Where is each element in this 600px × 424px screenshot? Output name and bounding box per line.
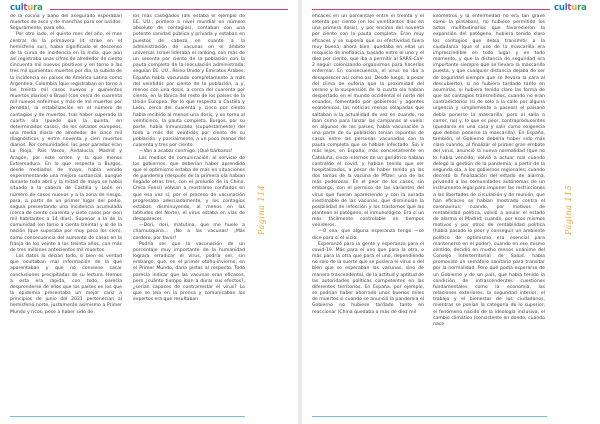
logo-part: ra xyxy=(577,3,587,13)
magazine-logo xyxy=(554,3,587,13)
logo-part: cul xyxy=(554,3,568,13)
paragraph: Los medios de comunicación, al servicio de los gobiernos, que deberían haber aprendido que el optimismo estaba de más en situaciones de pandemia (después de la primera ola habían llegado otras tres, con el preludio de la China. Chica Fonsi) volvían a mostrarse confiados en que esa vez sí, por el proceso de vacunación progresaba adecuadamente, y los contagios estaban disminuyendo, al menos en las latitudes del Norte), el virus estaba en vías de desaparecer. xyxy=(133,155,245,223)
left-page xyxy=(0,0,298,424)
paragraph: los más castigados (ahí estaba el ejemplo de EE. UU., primero a nivel mundial en número absoluto de contagios), contaban con una potente sanidad pública y privada y estaban en puestos de cabeza en cuanto a la administración de vacunas en el ámbito universal. Israel liderabá el ranking, con más de un sesenta por ciento de la población con la pauta completa de la inoculación administrada; seguían EE. UU., Reino Unido y Emiratos Árabes; España había vacunado completamente a más del veintidós por ciento de la población, a y, menos con una dosis, a cerca del cuarenta por ciento, en la tónica del resto de los países de la Unión Europea. Por lo que respecta a Castilla y León, cerca del cuarenta y cinco por ciento había recibido al menos una dosis, y en torno al veinticinco, la pauta completa. Burgos, por su parte, había inmunizado (supuestamente) del todo a más del veintidós por ciento de su población, y parcialmente, a un poco menos del cuarenta y tres por ciento. xyxy=(133,14,245,149)
logo-part: t xyxy=(23,3,28,13)
page-number-label: Página 115 xyxy=(564,184,573,236)
right-page xyxy=(302,0,600,424)
paragraph: —Dori, dori, matutina, que me huele a chamusquina... ¡No a las vacunas! ¡Más cordero, por favor! xyxy=(133,223,245,241)
logo-part: cul xyxy=(10,3,24,13)
paragraph: Podría ser que la vacunación de un porcentaje muy importante de la humanidad lograra erradicar el virus, podría ser, sin embargo, que, en el primer otoño-invierno, en el Primer Mundo, daría pistas al respecto. Todo parecía indicar que las vacunas eran eficaces, pero ¿cuánto tiempo iban a durar sus efectos?, ¿serían capaces de contrarrestar el virus? Lo que se leía en la prensa y comunicaban los expertos era que resultaban xyxy=(133,241,245,303)
paragraph: de la cocina y baño del asegurado esperaban muertos de asco y de manchas para ser lucidos. Seguramente, para ello. xyxy=(10,14,122,32)
paragraph: Esperanzó para la gente y esperanza para el covid-19. Más para el uno que para la otra, o más para la otra que para el uno, dependiendo no solo de la suerte que se pusiera el virus o del bien que se esperaban las vacunas, sino de manera trascendental, de la actitud y aptitud de las autoridades políticas competentes en las diferentes territorios. En España, por ejemplo, se podrían haber ahorrado unos buenos miles de muertos si cuando se anunció la pandemia el Gobierno no hubiese tardado tanto en reaccionar (China quedaba a más de diez mil xyxy=(312,241,424,315)
paragraph: —Van a acabar conmigo. ¡Qué bárbaros! xyxy=(139,149,233,155)
right-page-column-2 xyxy=(433,14,545,414)
right-page-column-1 xyxy=(312,14,424,414)
header-rule xyxy=(312,9,550,10)
left-page-column-2 xyxy=(133,14,245,414)
header-rule xyxy=(50,9,288,10)
magazine-logo xyxy=(10,3,43,13)
left-page-column-1 xyxy=(10,14,122,414)
logo-part: u xyxy=(27,3,34,13)
logo-part: ra xyxy=(33,3,43,13)
paragraph: kilómetros y la enfermedad no era tan grave como la pintaban), no hubiese permitido los actos multitudinarios que favorecieron la expansión del patógeno, hubiera tenido claro los contagios que debía transmitir a la ciudadanía (que el uso de la mascarilla era imprescindible en todo lugar y en todo momento, y que la distancia de seguridad era importante siempre que se llevara la mascarilla puesta, y que cualquier distancia dejaba de ser de seguridad siempre que se llevara la cara al descubierto), si no hubiera tardado tanto en asumirlas, si hubiera tenido claro las forma de que las contagios transmitidos, cuando no eran contradictorios (si de solo a la calle por alguna urgencia y simplemente a paseos) el paisano debía ponerse la mascarilla; pero al salla a correr, no) y, lo que es peor, contraproducentes (quedarse en una casa y salir como exigencia que debían ponerse la mascarilla). En España, también, el Gobierno debería haber sido más claro cuando, al finalizar el primer gran embate del virus, anunció la nueva normalidad (que no lo había vencido; volvió a actuar mal cuando delegó la gestión de la pandemia, a partir de la segunda ola, a los gobiernos regionales; cuando decretó la finalización del estado de alarma, privando a las comunidades autónomas de un instrumento legal para imponer las restricciones a las libertades de circulación y de reunión, que han eficaces se habían mostrado contra el coronavirus; cuando, por motivos de rentabilidad política, volvió a anular el estado de alarma el Madrid; cuando, por esos mismos motivos y por otros de rentabilidad política (había pasado lo peor y conseguir un ambiente político de optimismo era esencial para mantenerse en el poder), cuando en ese mismo sentido, decidió en mucho menos unánime del Consejo Interterritorial de Salud, había promovido un semáforo sanitario para transitar por la normalidad. Pero qué podía esperarse de un Gobierno y de un país, que había tenido la condición de intrascendentes cuestiones fundamentales como la economía, las relaciones exteriores, la seguridad interior, el trabajo y el bienestar de los ciudadanos, mientras se ponían la categoría de lo superior, el fenómeno nacido de la ideología inclusiva, el cambio climático (consistente en donde, cuando nace xyxy=(433,14,545,327)
paragraph: Los datos lo decían todo, si bien es verdad que ocultaban mal información de la que aparentaban y que no conviene sacar conclusiones precipitadas de su lectura. Hemos a esta era rápida, con todo, parecía desprenderse de ellos que los países en los que la epidemia presentaba un mejor cariz a principios de junio del 2021 pertenecían al hemisferio norte, justamente asimismo a Primer Mundo y ricos, pese a haber sido de xyxy=(10,254,122,315)
paragraph: Por otro lado, el quinto mes del año, el mes central de la primavera (it strike en el hemisferio sur), había significado el descenso de la curva de incidencia en la India, que aún así registraba unas cifras de alrededor de ciento cincuenta mil nuevos positivos y en torno a las tres mil quinientas muertes por día, la subida de la incidencia en países de América Latina como Argentina, Colombia (que registraban en torno a los treinta mil casos nuevos y quinientos muertos diarios) o Brasil (con cerca de cuarenta mil nuevos enfermos y más de mil muertos por jornada), la estabilización en el número de contagios y de muertos, tras haber superado la cuarta ola (puede que la quinta, en determinados casos), de los estados europeos, una media diaria de alrededor de cinco mil diagnósticos y entre noventa y cien muertos diarios. Por comunidades, las peor paradas eran La Rioja, País Vasco, Andalucía, Madrid y Aragón, por este orden y la que menos Extremadura. En lo que respecta a Burgos, desde mediados de mayo, había venido experimentando una mejora sustancial, aunque durante todo abril y la mitad de mayo se había situado a la cabeza de Castilla y León en número de casos nuevos y a la zona de riesgo, para, a partir de un primer lugar del podio, seguía presentando una incidencia acumulada (cerca de ciento cuarenta y siete casos por cien mil habitantes a 14 días). Superior a la de la comunidad (en torno a ciento treinta) y al de la nación (que superaba por muy poco los cien), como consecuencia del aumento de casos en la franja de los veinte a los treinta años, con más de tres millones antecientos mil muertos. xyxy=(10,32,122,253)
page-number-label: Página 114 xyxy=(257,184,266,236)
logo-part: u xyxy=(571,3,578,13)
paragraph: —O sea, que alguna esperanza tengo —se dice para sí el vicio. xyxy=(312,229,424,241)
paragraph: eficaces en un porcentaje entre el treinta y el setenta por ciento (en los veintitantos días en una primera dosis), y por encima del noventa por ciento con la pauta completa. Eran muy eficaces y se suponía que su efectividad fuera muy buena; ahora bien, quedaba en ellas un resquicio de inefiaacia, basado entre el uno y el diez por ciento, que iba a permitir al SARS-CoV-2 seguir colonizando organismos para hacerlos enfermar. En consecuencia, el virus no iba a desaparecer así como así. Desde luego, a pesar del clima de euforia que la proximidad del verano y la suspensión de la cuarta ola habían despertado en el mundo occidental el norte del ecuador, fomentado por gobiernos y agentes económicos, las noticias menos solapadas que saltaban a la actualidad de vez en cuando, no iban como para lanzar las campanas al vuelo: en algunos de los países, había vacunación a una parte de su población tenían repuntes de casos entre las personas vacunadas con la pauta completa que se habían infectado. Sin ir más lejos, en España, más concretamente en Cataluña, cinco internos de un geriátrico habían contraído el covid, y habían tenido que ser hospitalizados, a pesar de haber tenido ya las dos tomas de la vacuna de Pfizer; una de las más poderosas. En el peor de los casos, sin embargo, con el permiso de las variantes del virus que fueran apareciendo y con la aurada inestimable de las vacunas, que disminuían la posibilidad de infección y los trastornos que las plantean al patógeno, el inmunológico. Era sí un más fácilmente controlable en tiempos venideros. xyxy=(312,14,424,229)
logo-part: t xyxy=(567,3,572,13)
footer-rule xyxy=(312,416,547,417)
footer-rule xyxy=(10,416,245,417)
